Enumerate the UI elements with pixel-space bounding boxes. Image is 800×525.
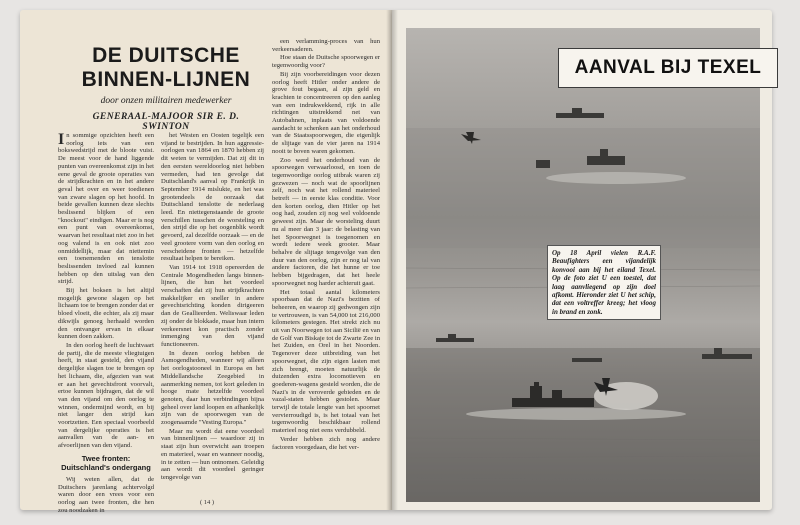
page-number: ( 14 ) (200, 499, 215, 506)
paragraph: Maar nu wordt dat eene voordeel van binnenlijnen — waardoor zij in staat zijn hun overwicht aan troepen en materieel, waar en wanneer noodig, in te zetten — hun ontnomen. Geleidig aan wordt dit voordeel geringer tengevolge van (161, 427, 264, 481)
column-1-continued (58, 476, 154, 514)
paragraph: In dezen oorlog hebben de Asmogendheden, wanneer wij alleen het oorlogstooneel in Europa en het Middellandsche Zeegebied in aanmerking nemen, tot kort geleden in hooge mate hetzelfde voordeel genoten, daar hun verbindingen bijna geheel over land loopen en afhankelijk zijn van de spoorwegen van de zoogenaamde "Vesting Europa." (161, 349, 264, 427)
paragraph-text: n sommige opzichten heeft een oorlog iets van een bokswedstrijd met de bloote vuist. De meest voor de hand liggende punten van overeenkomst zijn in het eene geval de groote operaties van de strijdkrachten en in het andere geval het over en weer toedienen van zware slagen op het hoofd. In beide gevallen kunnen deze slechts beslissend blijken of een "knockout" eindigen. Maar er is nog een punt van overeenkomst, waarvan het resultaat niet zoo in het oog valend is en ook niet zoo onmiddellijk, maar dat niettemin een toenemenden en tenslotte beslissenden invloed zal kunnen hebben op den uitslag van den strijd. (58, 132, 154, 286)
paragraph: In den oorlog heeft de luchtvaart de partij, die de meeste vliegtuigen heeft, in staat gesteld, den vijand dergelijke slagen toe te brengen op het lichaam, die, afgezien van wat er aan het gevechtsfront voorvalt, ertoe kunnen bijdragen, dat de wil van den vijand om den oorlog te winnen, ondermijnd wordt, en bij niet langer den strijd kan voortzetten. Een speciaal voorbeeld van dergelijke operaties is het aanvallen van de aan- en afvoerlijnen van den vijand. (58, 341, 154, 450)
column-3 (272, 38, 380, 496)
article-title (68, 44, 264, 92)
paragraph: Van 1914 tot 1918 opereerden de Centrale Mogendheden langs binnen-lijnen, die hun het voordeel verschaften dat zij hun strijdkrachten makkelijker en sneller in andere gevechtsrichting konden dirigeeren dan de Geallieerden. Weliswaar leden zij onder de blokkade, maar hun intern verkeersnet kon practisch zonder inmenging van den vijand functioneeren. (161, 263, 264, 348)
paragraph: Verder hebben zich nog andere factoren voorgedaan, die het ver- (272, 435, 380, 451)
paragraph: Hoe staan de Duitsche spoorwegen er tegenwoordig voor? (272, 54, 380, 70)
photo-headline: AANVAL BIJ TEXEL (558, 48, 778, 88)
photo-caption: Op 18 April vielen R.A.F. Beaufighters een vijandelijk konvooi aan bij het eiland Texel. Op de foto ziet U een toestel, dat laag aanvliegend op zijn doel afkomt. Hieronder ziet U het schip, dat een voltreffer kreeg; het vloog in brand en zonk. (547, 245, 661, 320)
paragraph: het Westen en Oosten tegelijk een vijand te bestrijden. In hun aggressie-oorlogen van 1864 en 1870 hebben zij dit weten te vermijden. Dat zij dit in den eersten wereldoorlog niet hebben vermeden, had ten gevolge dat Duitschland's aanval op Frankrijk in September 1914 mislukte, en het was grootendeels de oorzaak dat Duitschland tenslotte de nederlaag leed. En niettegenstaande de groote verschillen tusschen de worsteling en den strijd die op het oogenblik wordt gevoerd, zal dezelfde oorzaak — en de veel grootere vorm van den oorlog en verscheidene fronten — hetzelfde resultaat helpen te bereiken. (161, 132, 264, 263)
title-line-1: DE DUITSCHE (92, 44, 240, 67)
column-1 (58, 132, 154, 450)
paragraph: Zoo werd het onderhoud van de spoorwegen verwaarloosd, en toen de tegenwoordige oorlog uitbrak waren zij gezwezen — noch wat de spoorlijnen zelf, noch wat het rollend materieel betreft — in eerste klas conditie. Voor den korten oorlog, dien Hitler op het oog had, zouden zij nog wel voldoende geweest zijn. Maar de worsteling duurt nu al meer dan 3 jaar: de belasting van het Spoorwegnet is toegenomen en wordt iedere week grooter. Maar behalve de slijtage tengevolge van den duur van den oorlog, zijn er nog tal van andere factoren, die het hunne er toe hebben bijgedragen, dat het heele spoorwegnet nog harder achteruit gaat. (272, 156, 380, 287)
section-subheading: Twee fronten: Duitschland's ondergang (61, 454, 151, 472)
author-name: GENERAAL-MAJOOR SIR E. D. SWINTON (92, 112, 240, 132)
booklet-spread (20, 10, 772, 514)
paragraph: Bij het boksen is het altijd mogelijk gewone slagen op het lichaam toe te brengen zonder dat er bloed vloeit, die echter, als zij maar dikwijls genoeg herhaald worden den ontvanger ervan in elkaar kunnen doen zakken. (58, 287, 154, 341)
paragraph (58, 132, 154, 286)
spine-gutter (386, 10, 398, 510)
title-line-2: BINNEN-LIJNEN (81, 68, 251, 91)
paragraph: Het totaal aantal kilometers spoorbaan dat de Nazi's bezitten of beheeren, en waarop zij gedwongen zijn te vertrouwen, is van 54,000 tot 216,000 kilometers gestegen. Het strekt zich nu uit van Noorwegen tot aan Sicilië en van de Golf van Biskaje tot de Zwarte Zee in het Zuiden, en Orel in het Noorden. Tegenover deze uitbreiding van het spoorwegnet, die zijn eigen lasten met zich brengt, moeten natuurlijk de duizenden extra locomotieven en goederen-wagens gesteld worden, die de Nazi's in de veroverde gebieden en de vazal-staten hebben gestolen. Maar terwijl de totale lengte van het spoornet vervierroudigd is, is het totaal van het tegenwoordig beschikbaar rollend materieel nog niet eens verdubbeld. (272, 288, 380, 435)
drop-cap: I (58, 131, 65, 148)
paragraph: Bij zijn voorbereidingen voor dezen oorlog heeft Hitler onder andere de grove fout begaan, al zijn geld en krachten te concentreeren op den aanleg van een indrukwekkend, rijk in alle richtingen uitstrekkend net van Autobahnen, inplaats van voldoende aandacht te schenken aan het onderhoud van de Staatsspoorwegen, die eigenlijk de slijtage van de vier jaren na 1914 nooit te boven waren gekomen. (272, 70, 380, 155)
column-2 (161, 132, 264, 496)
byline: door onzen militairen medewerker (100, 96, 232, 106)
paragraph: Wij weten allen, dat de Duitschers jarenlang achtervolgd waren door een vrees voor een oorlog aan twee fronten, die hen zou noodzaken in (58, 476, 154, 514)
paragraph: een verlamming-proces van hun verkeersaderen. (272, 38, 380, 53)
